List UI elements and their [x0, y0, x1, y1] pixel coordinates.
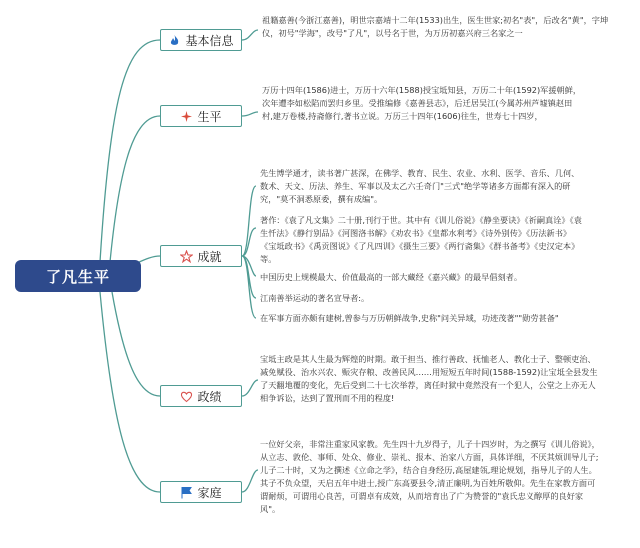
basic-info-text: 祖籍嘉善(今浙江嘉善)，明世宗嘉靖十二年(1533)出生，医生世家;初名"表"，后改名"黄"，字坤仪，初号"学海"，改号"了凡"，以号名于世，为万历初嘉兴府三名家之一 [262, 15, 609, 38]
edge-basic [100, 40, 160, 262]
root-label: 了凡生平 [45, 267, 110, 286]
topic-life[interactable] [160, 105, 242, 127]
edge-life [110, 116, 160, 262]
family-text: 一位好父亲，非常注重家风家教。先生四十九岁得子，儿子十四岁时，为之撰写《训儿俗说》，从立志、敦伦、事师、处众、修业、崇礼、报本、治家八方面，具体详细，不厌其烦训导儿子;儿子二十时，又为之撰述《立命之学》，结合自身经历,高屋建瓴,理论规划，指导儿子的人生。其子不负众望，天启五年中进士,授广东高要县令,清正廉明,为百姓所敬仰。先生在家教方面可谓耐烦，可谓用心良苦，可谓卓有成效，从而培育出了广为赞誉的"袁氏忠义醇厚的良好家风"。 [260, 439, 600, 514]
achievement-item: 著作：《袁了凡文集》二十册,刊行于世。其中有《训儿俗说》《静坐要诀》《祈嗣真诠》《袁生忏法》《静行别品》《河图洛书解》《劝农书》《皇都水利考》《诗外别传》《历法新书》《宝坻政书》《禹贡图说》《了凡四训》《摄生三要》《两行斋集》《群书备考》《史汉定本》等。 [260, 215, 582, 264]
flag-icon [180, 486, 193, 499]
topic-family[interactable] [160, 481, 242, 503]
connector-governance [242, 380, 258, 396]
bracket-achievements [242, 186, 256, 318]
achievement-item: 中国历史上规模最大、价值最高的一部大藏经《嘉兴藏》的最早倡刻者。 [260, 272, 523, 282]
topic-basic-info[interactable] [160, 29, 242, 51]
life-text: 万历十四年(1586)进士，万历十六年(1588)授宝坻知县，万历二十年(1592)军援朝鲜，次年遭李如松陷而罢归乡里。受推编修《嘉善县志》，后迁居吴江(今属苏州芦墟镇赵田村,建万卷楼,持斋修行,著书立说。万历三十四年(1606)往生，世寿七十四岁， [262, 85, 582, 121]
topic-life-label: 生平 [197, 109, 222, 124]
topic-family-label: 家庭 [197, 485, 222, 500]
sparkle-icon [180, 110, 193, 123]
achievement-item: 先生博学通才，读书著广甚深，在佛学、教育、民生、农业、水利、医学、音乐、几何、数术、天文、历法、养生、军事以及太乙六壬奇门"三式"绝学等诸多方面都有深入的研究，"莫不洞悉原委，撰有成编"。 [260, 168, 580, 204]
fire-icon [168, 34, 181, 47]
topic-governance[interactable] [160, 385, 242, 407]
topic-basic-info-label: 基本信息 [185, 33, 234, 48]
achievement-item: 江南善举运动的著名宣导者:。 [260, 293, 370, 303]
connector-family [242, 470, 258, 492]
heart-icon [180, 390, 193, 403]
connector-life [242, 112, 258, 116]
topic-achievements[interactable] [160, 245, 242, 267]
achievement-item: 在军事方面亦颇有建树,曾参与万历朝鲜战争,史称"问关异域，功迹茂著""勋劳甚备" [260, 313, 559, 323]
connector-basic [242, 30, 258, 40]
edge-governance [112, 292, 160, 396]
star-icon [180, 250, 193, 263]
edge-family [100, 292, 160, 492]
governance-text: 宝坻主政是其人生最为辉煌的时期。敢于担当、推行善政、抚恤老人、教化士子、整顿吏治、减免赋役、治水兴农、赈灾存粮、改善民风……用短短五年时间(1588-1592)让宝坻全县发生了天翻地覆的变化，先后受到二十七次举荐，离任时狱中竟然没有一个犯人，公堂之上亦无人相争诉讼，达到了置刑而不用的程度! [260, 354, 598, 403]
topic-achievements-label: 成就 [197, 249, 222, 264]
topic-governance-label: 政绩 [197, 389, 222, 404]
root-topic[interactable] [15, 260, 141, 292]
